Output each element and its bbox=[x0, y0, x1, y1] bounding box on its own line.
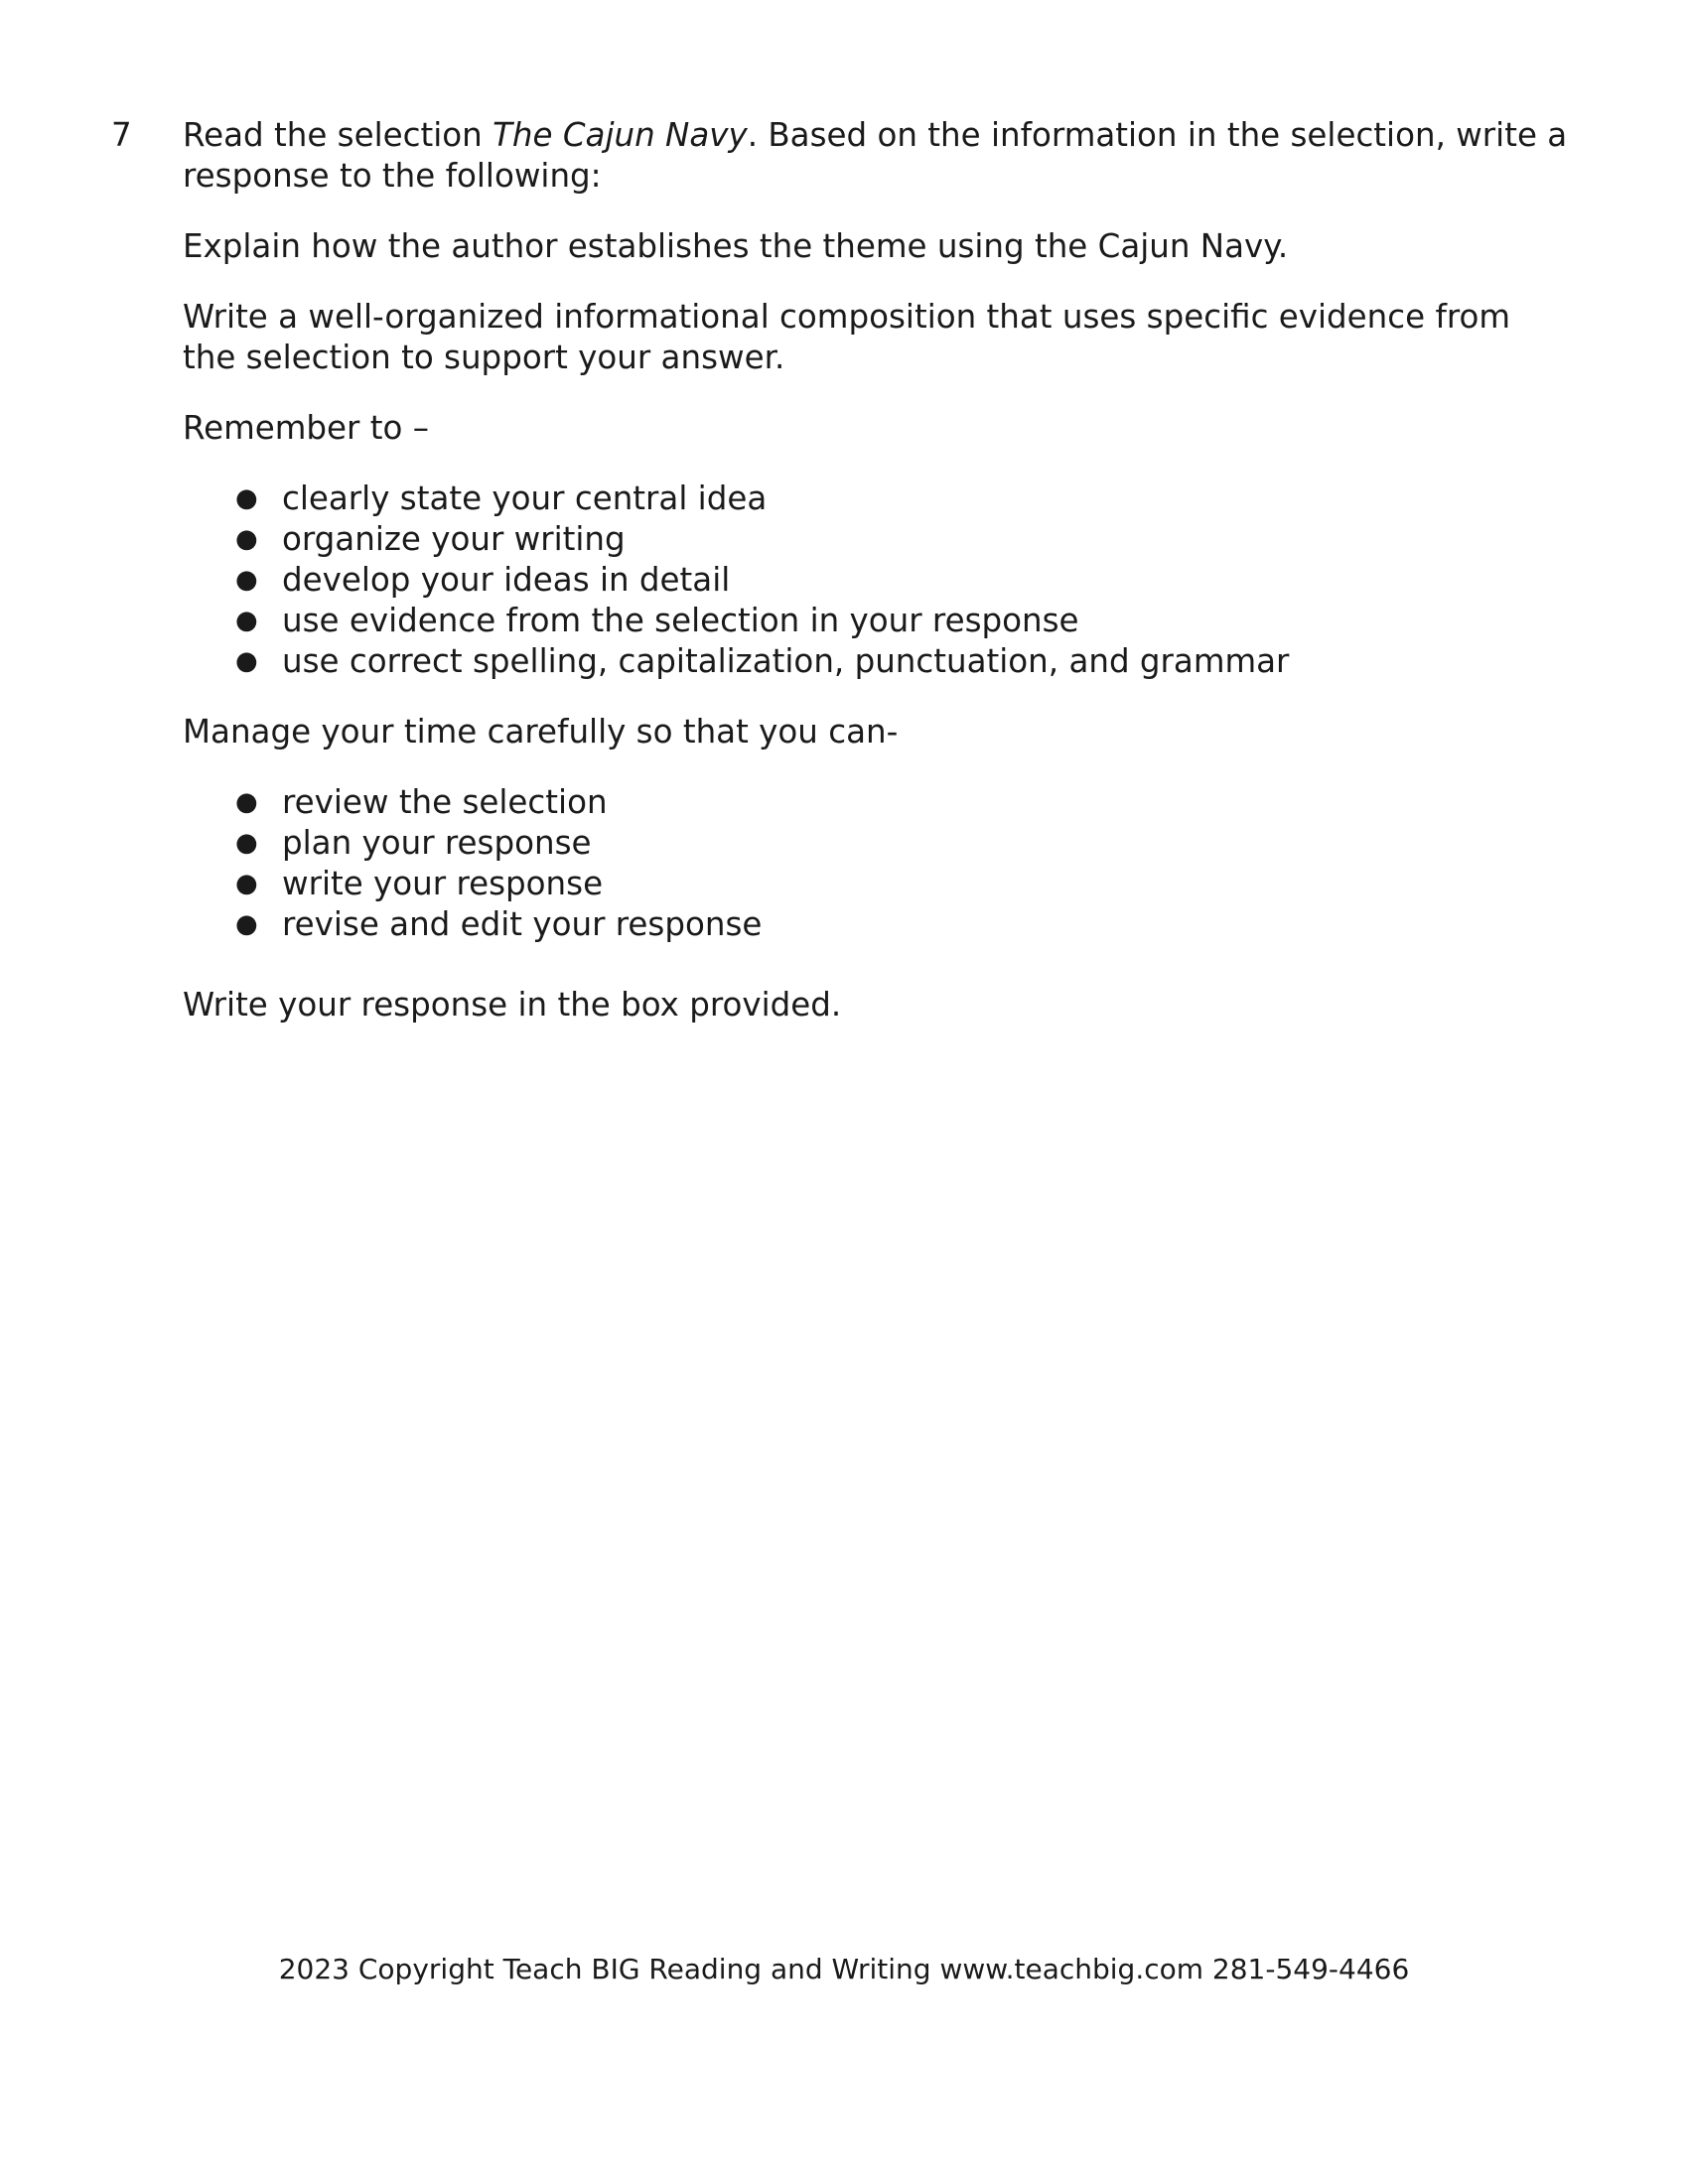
bullet-icon: ● bbox=[235, 869, 258, 898]
selection-title: The Cajun Navy bbox=[492, 116, 748, 154]
list-item bbox=[183, 864, 1573, 904]
remember-list bbox=[183, 478, 1573, 682]
list-item bbox=[183, 519, 1573, 560]
intro-text-before: Read the selection bbox=[183, 116, 493, 154]
bullet-icon: ● bbox=[235, 524, 258, 554]
list-item-text: develop your ideas in detail bbox=[282, 561, 731, 599]
list-item-text: revise and edit your response bbox=[282, 905, 763, 943]
question-number: 7 bbox=[111, 116, 132, 154]
bullet-icon: ● bbox=[235, 646, 258, 676]
intro-text-after: . Based on the information in the selection, write a response to the following: bbox=[183, 116, 1568, 195]
question-intro bbox=[183, 115, 1573, 197]
bullet-icon: ● bbox=[235, 606, 258, 635]
list-item-text: organize your writing bbox=[282, 520, 626, 558]
list-item-text: use correct spelling, capitalization, punctuation, and grammar bbox=[282, 642, 1290, 680]
list-item-text: write your response bbox=[282, 865, 604, 902]
list-item-text: use evidence from the selection in your response bbox=[282, 602, 1079, 639]
list-item-text: review the selection bbox=[282, 783, 608, 821]
list-item bbox=[183, 641, 1573, 682]
list-item bbox=[183, 478, 1573, 519]
bullet-icon: ● bbox=[235, 483, 258, 513]
bullet-icon: ● bbox=[235, 828, 258, 858]
question-task: Explain how the author establishes the theme using the Cajun Navy. bbox=[183, 227, 1289, 265]
list-item-text: clearly state your central idea bbox=[282, 479, 768, 517]
question-instruction: Write a well-organized informational composition that uses specific evidence from the selection to support your answer. bbox=[183, 298, 1511, 376]
copyright-footer: 2023 Copyright Teach BIG Reading and Writing www.teachbig.com 281-549-4466 bbox=[278, 1953, 1410, 1985]
list-item bbox=[183, 601, 1573, 641]
manage-label: Manage your time carefully so that you can- bbox=[183, 713, 899, 751]
list-item-text: plan your response bbox=[282, 824, 592, 862]
list-item bbox=[183, 904, 1573, 945]
list-item bbox=[183, 560, 1573, 601]
list-item bbox=[183, 782, 1573, 823]
bullet-icon: ● bbox=[235, 909, 258, 939]
question-content bbox=[183, 115, 1573, 1025]
manage-list bbox=[183, 782, 1573, 945]
list-item bbox=[183, 823, 1573, 864]
closing-instruction: Write your response in the box provided. bbox=[183, 986, 842, 1024]
remember-label: Remember to – bbox=[183, 409, 429, 447]
bullet-icon: ● bbox=[235, 565, 258, 595]
bullet-icon: ● bbox=[235, 787, 258, 817]
